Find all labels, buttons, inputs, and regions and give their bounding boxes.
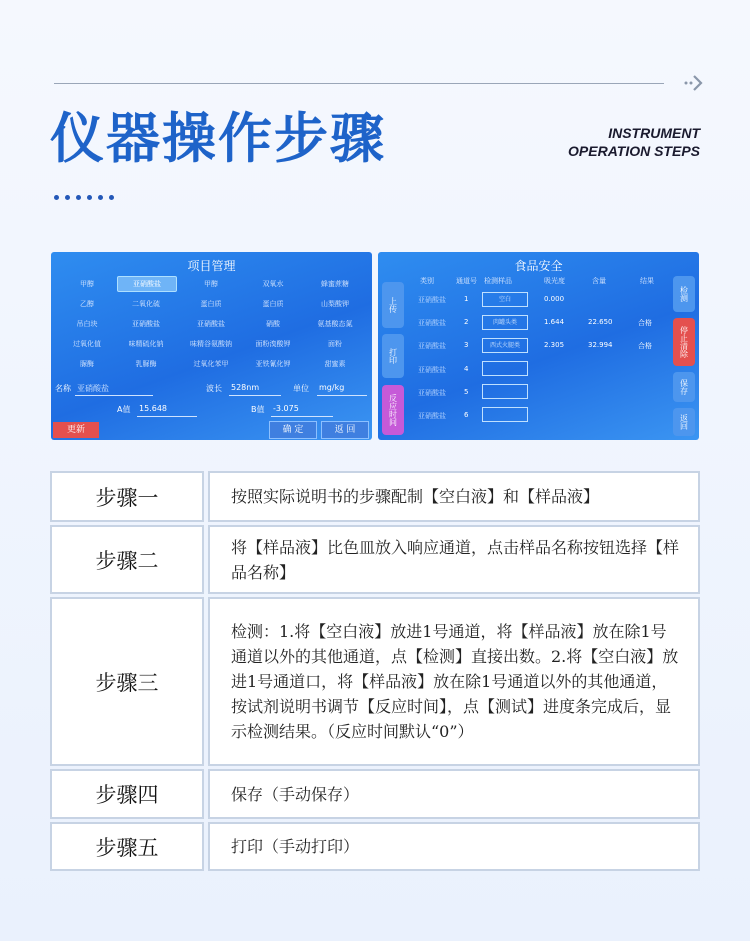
row-channel: 2 <box>464 318 469 326</box>
row-channel: 6 <box>464 411 469 419</box>
col-header-sample: 检测样品 <box>484 277 512 285</box>
sample-chip[interactable]: 脲酶 <box>80 360 94 368</box>
detect-button[interactable]: 检测 <box>673 276 695 312</box>
sample-chip-selected[interactable]: 亚硝酸盐 <box>117 276 177 292</box>
step-row <box>50 769 700 819</box>
project-management-screenshot <box>51 252 372 440</box>
step-description: 将【样品液】比色皿放入响应通道，点击样品名称按钮选择【样品名称】 <box>208 525 700 594</box>
row-category: 亚硝酸盐 <box>418 319 446 327</box>
sample-chip[interactable]: 蜂蜜蔗糖 <box>321 280 349 288</box>
col-header-channel: 通道号 <box>456 277 477 285</box>
b-value-label: B值 <box>251 405 265 414</box>
row-channel: 5 <box>464 388 469 396</box>
sample-chip[interactable]: 面粉溴酸钾 <box>255 340 291 348</box>
page-title: 仪器操作步骤 <box>50 107 386 170</box>
step-description: 打印（手动打印） <box>208 822 700 871</box>
sample-chip[interactable]: 蛋白质 <box>262 300 284 308</box>
row-category: 亚硝酸盐 <box>418 412 446 420</box>
name-value[interactable]: 亚硝酸盐 <box>77 384 109 393</box>
header-divider <box>54 83 664 84</box>
col-header-result: 结果 <box>640 277 654 285</box>
step-row <box>50 525 700 594</box>
row-category: 亚硝酸盐 <box>418 342 446 350</box>
step-name: 步骤二 <box>50 525 204 594</box>
sample-chip[interactable]: 甲醇 <box>204 280 218 288</box>
sample-chip[interactable]: 过氧化值 <box>73 340 101 348</box>
name-underline <box>75 395 153 396</box>
page-subtitle <box>568 124 700 160</box>
sample-chip[interactable]: 亚硝酸盐 <box>132 320 160 328</box>
sample-chip[interactable]: 面粉 <box>328 340 342 348</box>
row-content: 32.994 <box>588 341 613 349</box>
row-content: 22.650 <box>588 318 613 326</box>
b-value[interactable]: -3.075 <box>273 404 299 413</box>
a-value-label: A值 <box>117 405 131 414</box>
step-name: 步骤四 <box>50 769 204 819</box>
screen-title: 项目管理 <box>187 259 236 273</box>
col-header-absorbance: 吸光度 <box>544 277 565 285</box>
decorative-dots <box>54 195 114 200</box>
sample-chip[interactable]: 甜蜜素 <box>324 360 346 368</box>
row-category: 亚硝酸盐 <box>418 296 446 304</box>
steps-table <box>50 471 700 874</box>
step-row <box>50 822 700 871</box>
sample-chip[interactable]: 双氧水 <box>262 280 284 288</box>
sample-box[interactable]: 西式火腿类 <box>482 338 528 353</box>
step-name: 步骤三 <box>50 597 204 766</box>
row-channel: 1 <box>464 295 469 303</box>
food-safety-screenshot <box>378 252 699 440</box>
sample-chip[interactable]: 二氧化硫 <box>132 300 160 308</box>
unit-value[interactable]: mg/kg <box>319 383 345 392</box>
sample-box[interactable] <box>482 407 528 422</box>
sample-chip[interactable]: 亚硝酸盐 <box>197 320 225 328</box>
sample-chip[interactable]: 过氧化苯甲 <box>193 360 229 368</box>
return-button[interactable]: 返回 <box>673 408 695 436</box>
screen-title: 食品安全 <box>514 259 563 273</box>
sample-chip[interactable]: 乳脲酶 <box>135 360 157 368</box>
back-button[interactable]: 返 回 <box>321 421 369 439</box>
row-channel: 4 <box>464 365 469 373</box>
a-value[interactable]: 15.648 <box>139 404 167 413</box>
step-row <box>50 471 700 522</box>
sample-chip[interactable]: 吊白块 <box>76 320 98 328</box>
row-absorbance: 2.305 <box>544 341 565 349</box>
row-absorbance: 1.644 <box>544 318 565 326</box>
sample-chip[interactable]: 味精硫化钠 <box>128 340 164 348</box>
sample-box[interactable]: 空白 <box>482 292 528 307</box>
sample-box[interactable] <box>482 384 528 399</box>
step-name: 步骤一 <box>50 471 204 522</box>
wavelength-underline <box>229 395 281 396</box>
row-result: 合格 <box>638 342 652 350</box>
sample-chip[interactable]: 山梨酸钾 <box>321 300 349 308</box>
name-label: 名称 <box>55 384 71 393</box>
update-button[interactable]: 更新 <box>53 422 99 438</box>
col-header-category: 类别 <box>420 277 434 285</box>
sample-chip[interactable]: 甲醇 <box>80 280 94 288</box>
row-category: 亚硝酸盐 <box>418 389 446 397</box>
sample-chip[interactable]: 氨基酸态氮 <box>317 320 353 328</box>
sample-chip[interactable]: 乙醇 <box>80 300 94 308</box>
row-channel: 3 <box>464 341 469 349</box>
stop-clear-button[interactable]: 停止清除 <box>673 318 695 366</box>
row-result: 合格 <box>638 319 652 327</box>
sample-chip[interactable]: 蛋白质 <box>200 300 222 308</box>
subtitle-line-2: OPERATION STEPS <box>568 143 700 159</box>
row-absorbance: 0.000 <box>544 295 565 303</box>
unit-underline <box>317 395 367 396</box>
sample-chip[interactable]: 味精谷氨酸钠 <box>190 340 232 348</box>
print-button[interactable]: 打印 <box>382 334 404 378</box>
sample-box[interactable] <box>482 361 528 376</box>
upload-button[interactable]: 上传 <box>382 282 404 328</box>
chevron-right-icon <box>682 70 708 96</box>
sample-chip[interactable]: 亚铁氰化钾 <box>255 360 291 368</box>
subtitle-line-1: INSTRUMENT <box>608 125 700 141</box>
sample-box[interactable]: 肉罐头类 <box>482 315 528 330</box>
reaction-time-button[interactable]: 反应时间 <box>382 385 404 435</box>
a-underline <box>137 416 197 417</box>
sample-chip[interactable]: 硝酸 <box>266 320 280 328</box>
step-description: 检测：1.将【空白液】放进1号通道，将【样品液】放在除1号通道以外的其他通道，点【检测】直接出数。2.将【空白液】放进1号通道口，将【样品液】放在除1号通道以外的其他通道，按试剂说明书调节【反应时间】，点【测试】进度条完成后，显示检测结果。（反应时间默认“0”） <box>208 597 700 766</box>
unit-label: 单位 <box>293 384 309 393</box>
step-name: 步骤五 <box>50 822 204 871</box>
row-category: 亚硝酸盐 <box>418 366 446 374</box>
wavelength-label: 波长 <box>206 384 222 393</box>
confirm-button[interactable]: 确 定 <box>269 421 317 439</box>
step-description: 保存（手动保存） <box>208 769 700 819</box>
step-description: 按照实际说明书的步骤配制【空白液】和【样品液】 <box>208 471 700 522</box>
wavelength-value[interactable]: 528nm <box>231 383 260 392</box>
b-underline <box>271 416 333 417</box>
save-button[interactable]: 保存 <box>673 372 695 402</box>
col-header-content: 含量 <box>592 277 606 285</box>
step-row <box>50 597 700 766</box>
